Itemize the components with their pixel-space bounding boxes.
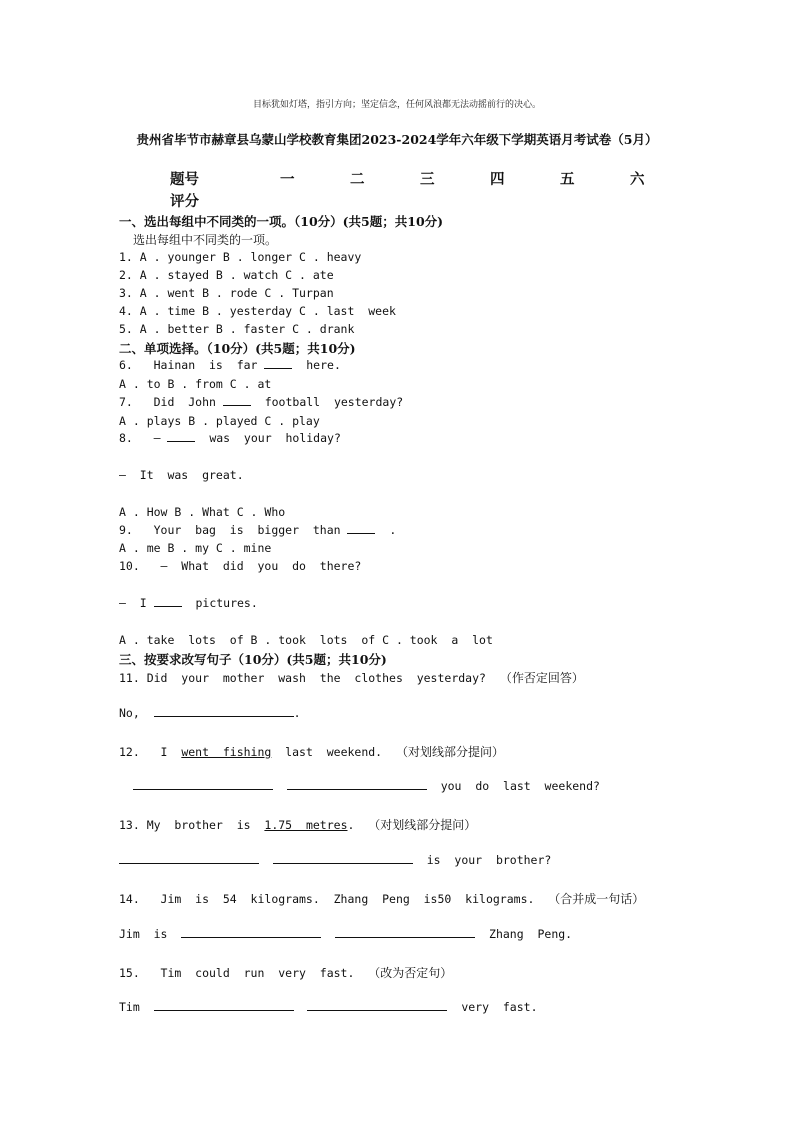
q10-reply: — I pictures. bbox=[119, 596, 258, 610]
q10-blank[interactable] bbox=[154, 596, 182, 607]
q8-reply: — It was great. bbox=[119, 468, 244, 482]
section2-heading: 二、单项选择。（10分）(共5题；共10分) bbox=[119, 341, 356, 356]
q12: 12. I went fishing last weekend. （对划线部分提问） bbox=[119, 745, 504, 759]
q9: 9. Your bag is bigger than . bbox=[119, 523, 397, 537]
score-col-6: 六 bbox=[630, 171, 645, 188]
q9-blank[interactable] bbox=[347, 523, 375, 534]
q15: 15. Tim could run very fast. （改为否定句） bbox=[119, 966, 453, 980]
q7-options: A . plays B . played C . play bbox=[119, 414, 320, 428]
q8: 8. — was your holiday? bbox=[119, 431, 341, 445]
score-table-header-label: 题号 bbox=[170, 171, 199, 188]
q6-blank[interactable] bbox=[264, 358, 292, 369]
q15-answer: Tim very fast. bbox=[119, 1000, 538, 1014]
q5: 5. A . better B . faster C . drank bbox=[119, 322, 355, 336]
q13-blank-2[interactable] bbox=[273, 853, 413, 864]
score-col-5: 五 bbox=[560, 171, 575, 188]
q6-options: A . to B . from C . at bbox=[119, 377, 272, 391]
score-col-4: 四 bbox=[490, 171, 505, 188]
section1-instruction: 选出每组中不同类的一项。 bbox=[133, 233, 278, 247]
q7-blank[interactable] bbox=[223, 395, 251, 406]
q14-blank-2[interactable] bbox=[335, 927, 475, 938]
q13-blank-1[interactable] bbox=[119, 853, 259, 864]
score-row-label: 评分 bbox=[170, 193, 199, 210]
q11-answer: No, . bbox=[119, 706, 301, 720]
score-col-1: 一 bbox=[280, 171, 295, 188]
q11: 11. Did your mother wash the clothes yesterday? （作否定回答） bbox=[119, 671, 584, 685]
q13-answer: is your brother? bbox=[119, 853, 551, 867]
section1-heading: 一、选出每组中不同类的一项。（10分）(共5题；共10分) bbox=[119, 214, 444, 229]
exam-title: 贵州省毕节市赫章县乌蒙山学校教育集团2023-2024学年六年级下学期英语月考试卷（5月） bbox=[136, 132, 658, 147]
q10: 10. — What did you do there? bbox=[119, 559, 362, 573]
score-col-3: 三 bbox=[420, 171, 435, 188]
q10-options: A . take lots of B . took lots of C . took a lot bbox=[119, 633, 493, 647]
q8-blank[interactable] bbox=[167, 431, 195, 442]
q7: 7. Did John football yesterday? bbox=[119, 395, 404, 409]
q12-answer: you do last weekend? bbox=[133, 779, 600, 793]
score-col-2: 二 bbox=[350, 171, 365, 188]
q8-options: A . How B . What C . Who bbox=[119, 505, 286, 519]
section3-heading: 三、按要求改写句子（10分）(共5题；共10分) bbox=[119, 652, 387, 667]
q9-options: A . me B . my C . mine bbox=[119, 541, 272, 555]
q11-blank[interactable] bbox=[154, 706, 294, 717]
q6: 6. Hainan is far here. bbox=[119, 358, 341, 372]
q14-blank-1[interactable] bbox=[181, 927, 321, 938]
q12-blank-1[interactable] bbox=[133, 779, 273, 790]
q12-blank-2[interactable] bbox=[287, 779, 427, 790]
q15-blank-1[interactable] bbox=[154, 1000, 294, 1011]
q14: 14. Jim is 54 kilograms. Zhang Peng is50 kilograms. （合并成一句话） bbox=[119, 892, 645, 906]
motto: 目标犹如灯塔，指引方向；坚定信念，任何风浪都无法动摇前行的决心。 bbox=[252, 100, 541, 110]
q1: 1. A . younger B . longer C . heavy bbox=[119, 250, 362, 264]
q3: 3. A . went B . rode C . Turpan bbox=[119, 286, 334, 300]
q13: 13. My brother is 1.75 metres. （对划线部分提问） bbox=[119, 818, 477, 832]
q14-answer: Jim is Zhang Peng. bbox=[119, 927, 573, 941]
q2: 2. A . stayed B . watch C . ate bbox=[119, 268, 334, 282]
q15-blank-2[interactable] bbox=[307, 1000, 447, 1011]
q4: 4. A . time B . yesterday C . last week bbox=[119, 304, 396, 318]
